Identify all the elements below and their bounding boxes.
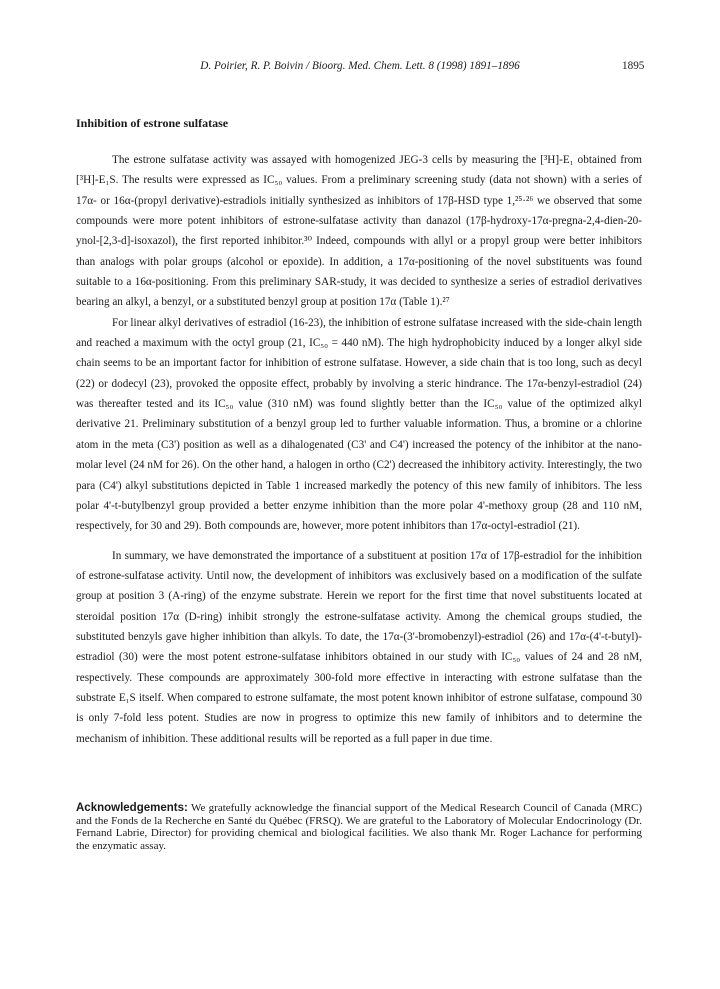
paragraph-3: In summary, we have demonstrated the importance of a substituent at position 17α of 17β-estradiol for the inhibition of estrone-sulfatase activity. Until now, the development of inhibitors was exclusively based on a modification of the sulfate group at position 3 (A-ring) of the enzyme substrate. Herein we report for the first time that novel substituents located at steroidal position 17α (D-ring) inhibit strongly the estrone-sulfatase activity. Among the chemical groups studied, the substituted benzyls gave higher inhibition than alkyls. To date, the 17α-(3'-bromobenzyl)-estradiol (26) and 17α-(4'-t-butyl)-estradiol (30) were the most potent estrone-sulfatase inhibitors obtained in our study with IC₅₀ values of 24 and 28 nM, respectively. These compounds are approximately 300-fold more effective in interacting with estrone sulfatase than the substrate E₁S itself. When compared to estrone sulfamate, the most potent known inhibitor of estrone sulfatase, compound 30 is only 7-fold less potent. Studies are now in progress to optimize this new family of inhibitors and to determine the mechanism of inhibition. These additional results will be reported as a full paper in due time. <box>76 549 642 745</box>
running-header <box>0 58 720 74</box>
acknowledgements-heading: Acknowledgements: <box>76 802 188 814</box>
section-heading: Inhibition of estrone sulfatase <box>76 116 229 130</box>
page-number: 1895 <box>622 60 645 72</box>
acknowledgements-text: We gratefully acknowledge the financial support of the Medical Research Council of Canada (MRC) and the Fonds de la Recherche en Santé du Québec (FRSQ). We are grateful to the Laboratory of Molecular Endocrinology (Dr. Fernand Labrie, Director) for providing chemical and biological facilities. We also thank Mr. Roger Lachance for performing the enzymatic assay. <box>76 802 642 852</box>
paragraph-2: For linear alkyl derivatives of estradiol (16-23), the inhibition of estrone sulfatase increased with the side-chain length and reached a maximum with the octyl group (21, IC₅₀ = 440 nM). The high hydrophobicity induced by a longer alkyl side chain seems to be an important factor for inhibition of estrone sulfatase. However, a side chain that is too long, such as decyl (22) or dodecyl (23), provoked the opposite effect, probably by involving a steric hindrance. The 17α-benzyl-estradiol (24) was thereafter tested and its IC₅₀ value (310 nM) was found slightly better than the IC₅₀ value of the optimized alkyl derivative 21. Preliminary substitution of a benzyl group led to further valuable information. Thus, a bromine or a chlorine atom in the meta (C3') position as well as a dihalogenated (C3' and C4') increased the potency of the inhibitor at the nano-molar level (24 nM for 26). On the other hand, a halogen in ortho (C2') decreased the inhibitory activity. Interestingly, the two para (C4') alkyl substitutions depicted in Table 1 increased markedly the potency of this new family of inhibitors. The less polar 4'-t-butylbenzyl group provided a better enzyme inhibition than the more polar 4'-methoxy group (28 and 110 nM, respectively, for 30 and 29). Both compounds are, however, more potent inhibitors than 17α-octyl-estradiol (21). <box>76 316 642 533</box>
paragraph-1: The estrone sulfatase activity was assayed with homogenized JEG-3 cells by measuring the [³H]-E₁ obtained from [³H]-E₁S. The results were expressed as IC₅₀ values. From a preliminary screening study (data not shown) with a series of 17α- or 16α-(propyl derivative)-estradiols initially synthesized as inhibitors of 17β-HSD type 1,²⁵·²⁶ we observed that some compounds were more potent inhibitors of estrone-sulfatase activity than danazol (17β-hydroxy-17α-pregna-2,4-dien-20-ynol-[2,3-d]-isoxazol), the first reported inhibitor.³⁰ Indeed, compounds with allyl or a propyl group were better inhibitors than analogs with polar groups (alcohol or epoxide). In addition, a 17α-positioning of the novel substituents was found suitable to a 16α-positioning. From this preliminary SAR-study, it was decided to synthesize a series of estradiol derivatives bearing an alkyl, a benzyl, or a substituted benzyl group at position 17α (Table 1).²⁷ <box>76 154 642 309</box>
journal-citation: D. Poirier, R. P. Boivin / Bioorg. Med. Chem. Lett. 8 (1998) 1891–1896 <box>200 60 520 72</box>
acknowledgements-block <box>76 802 642 852</box>
body-text <box>76 150 642 749</box>
